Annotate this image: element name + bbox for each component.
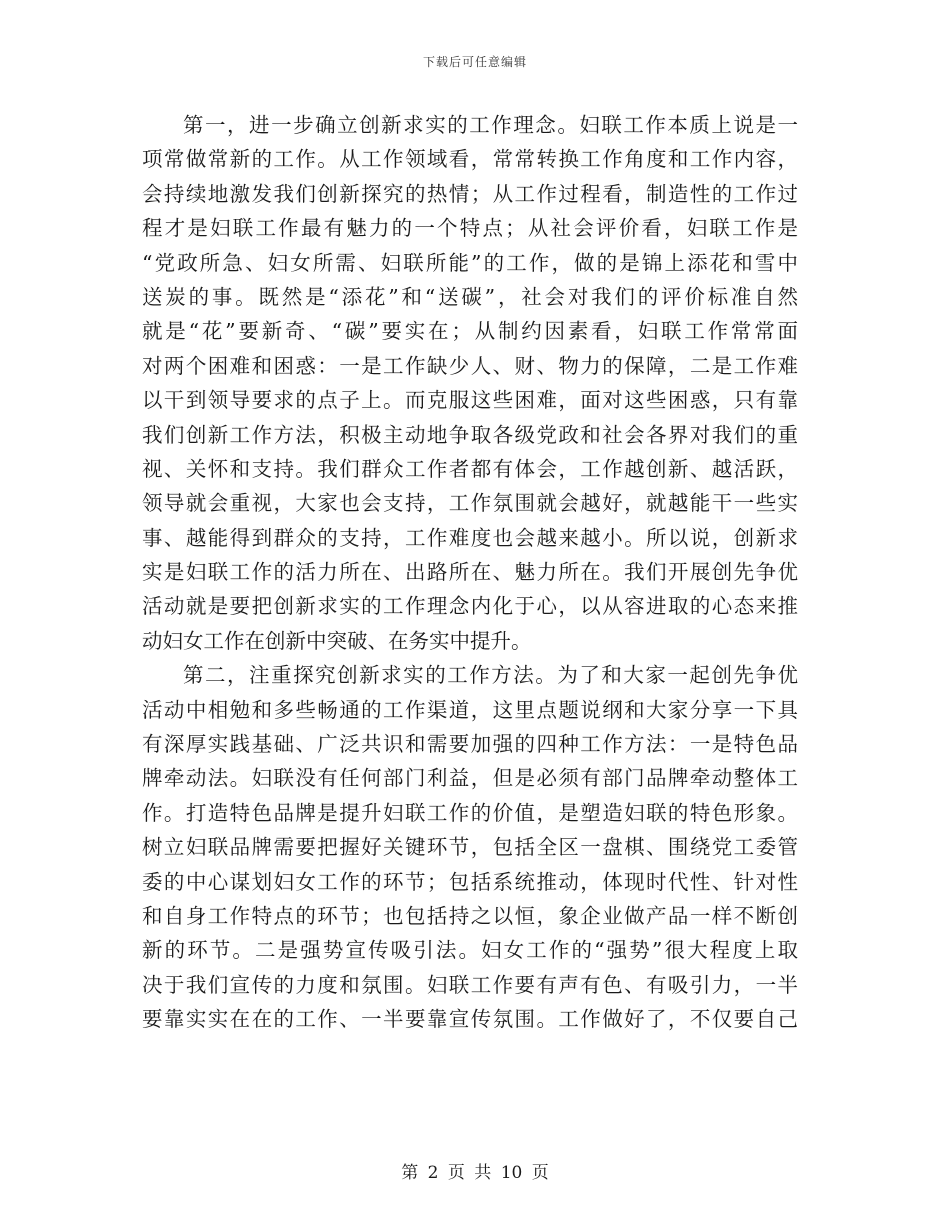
text-line: 活动中相勉和多些畅通的工作渠道，这里点题说纲和大家分享一下具 [142,697,798,722]
text-line: 视、关怀和支持。我们群众工作者都有体会，工作越创新、越活跃， [142,456,798,481]
text-line: 对两个困难和困惑：一是工作缺少人、财、物力的保障，二是工作难 [142,353,798,378]
document-body [142,108,798,1037]
text-line: 树立妇联品牌需要把握好关键环节，包括全区一盘棋、围绕党工委管 [142,835,798,860]
text-line: 第二，注重探究创新求实的工作方法。为了和大家一起创先争优 [183,663,798,688]
text-line: 我们创新工作方法，积极主动地争取各级党政和社会各界对我们的重 [142,422,798,447]
text-line: “党政所急、妇女所需、妇联所能”的工作，做的是锦上添花和雪中 [142,250,798,275]
text-line: 以干到领导要求的点子上。而克服这些困难，面对这些困惑，只有靠 [142,388,798,413]
text-line: 项常做常新的工作。从工作领域看，常常转换工作角度和工作内容， [142,147,798,172]
text-line: 要靠实实在在的工作、一半要靠宣传氛围。工作做好了，不仅要自己 [142,1007,798,1032]
page-header-note: 下载后可任意编辑 [422,55,527,69]
page-number: 第 2 页 共 10 页 [401,1163,549,1183]
text-line: 委的中心谋划妇女工作的环节；包括系统推动，体现时代性、针对性 [142,869,798,894]
text-line: 有深厚实践基础、广泛共识和需要加强的四种工作方法：一是特色品 [142,732,798,757]
paragraph-2 [142,658,798,1036]
text-line: 领导就会重视，大家也会支持，工作氛围就会越好，就越能干一些实 [142,491,798,516]
text-line: 会持续地激发我们创新探究的热情；从工作过程看，制造性的工作过 [142,181,798,206]
text-line: 活动就是要把创新求实的工作理念内化于心，以从容进取的心态来推 [142,594,798,619]
text-line: 第一，进一步确立创新求实的工作理念。妇联工作本质上说是一 [183,113,798,137]
text-line: 就是“花”要新奇、“碳”要实在；从制约因素看，妇联工作常常面 [142,319,798,344]
text-line: 事、越能得到群众的支持，工作难度也会越来越小。所以说，创新求 [142,525,798,550]
text-line: 动妇女工作在创新中突破、在务实中提升。 [142,628,532,653]
text-line: 送炭的事。既然是“添花”和“送碳”，社会对我们的评价标准自然 [142,284,798,309]
paragraph-1 [142,108,798,658]
text-line: 决于我们宣传的力度和氛围。妇联工作要有声有色、有吸引力，一半 [142,972,798,997]
text-line: 程才是妇联工作最有魅力的一个特点；从社会评价看，妇联工作是 [142,216,798,241]
text-line: 牌牵动法。妇联没有任何部门利益，但是必须有部门品牌牵动整体工 [142,766,798,791]
text-line: 和自身工作特点的环节；也包括持之以恒，象企业做产品一样不断创 [142,903,798,928]
text-line: 实是妇联工作的活力所在、出路所在、魅力所在。我们开展创先争优 [142,560,798,585]
text-line: 作。打造特色品牌是提升妇联工作的价值，是塑造妇联的特色形象。 [142,800,798,825]
text-line: 新的环节。二是强势宣传吸引法。妇女工作的“强势”很大程度上取 [142,938,798,963]
